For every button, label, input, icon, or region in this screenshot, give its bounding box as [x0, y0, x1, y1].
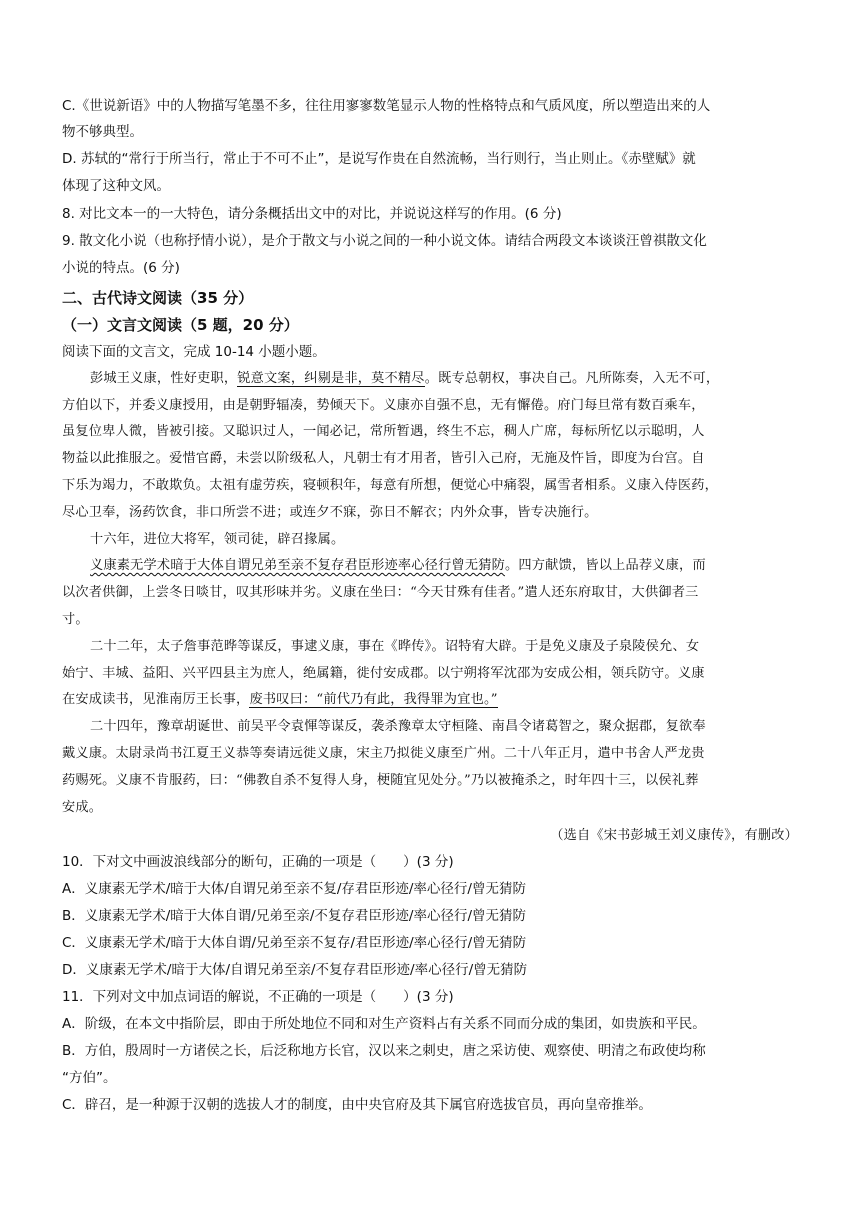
passage-p4-line3: [62, 690, 498, 710]
question-10-stem: 10．下对文中画波浪线部分的断句，正确的一项是（ ）(3 分): [62, 854, 454, 870]
question-11-stem: 11．下列对文中加点词语的解说，不正确的一项是（ ）(3 分): [62, 989, 454, 1005]
passage-text: 。既专总朝权，事决自己。凡所陈奏，入无不可，: [424, 371, 720, 386]
passage-text: 。四方献馈，皆以上品荐义康，而: [505, 558, 706, 573]
passage-p5-line4: 安成。: [62, 800, 103, 815]
passage-p5-line2: 戴义康。太尉录尚书江夏王义恭等奏请远徙义康，宋主乃拟徙义康至广州。二十八年正月，遣中书舍人严龙贵: [62, 746, 705, 761]
q7-option-d-line1: D. 苏轼的“常行于所当行，常止于不可不止”，是说写作贵在自然流畅，当行则行，当止则止。《赤壁赋》就: [62, 151, 696, 167]
passage-p3-line2: 以次者供御，上尝冬日啖甘，叹其形味并劣。义康在坐曰：“今天甘殊有佳者。”遣人还东府取甘，大供御者三: [62, 585, 699, 600]
passage-source: （选自《宋书彭城王刘义康传》，有删改）: [550, 828, 798, 843]
passage-p5-line3: 药赐死。义康不肯服药，曰：“佛教自杀不复得人身，梗随宜见处分。”乃以被掩杀之，时年四十三，以侯礼葬: [62, 773, 699, 788]
subsection-1-title: （一）文言文阅读（5 题，20 分）: [62, 316, 299, 334]
passage-p1-line3: 虽复位卑人微，皆被引接。又聪识过人，一闻必记，常所暂遇，终生不忘，稠人广席，每标所忆以示聪明，人: [62, 424, 705, 439]
passage-p5-line1: 二十四年，豫章胡诞世、前吴平令袁惲等谋反，袭杀豫章太守桓隆、南昌令诸葛智之，聚众据郡，复欲奉: [90, 719, 706, 734]
passage-p2: 十六年，进位大将军，领司徒，辟召掾属。: [90, 532, 345, 547]
question-9-line1: 9. 散文化小说（也称抒情小说），是介于散文与小说之间的一种小说文体。请结合两段文本谈谈汪曾祺散文化: [62, 233, 707, 249]
passage-p1-line6: 尽心卫奉，汤药饮食，非口所尝不进；或连夕不寐，弥日不解衣；内外众事，皆专决施行。: [62, 505, 598, 520]
question-11-option-a: A．阶级，在本文中指阶层，即由于所处地位不同和对生产资料占有关系不同而分成的集团，如贵族和平民。: [62, 1016, 706, 1032]
passage-text: 彭城王义康，性好吏职，: [90, 371, 238, 386]
q7-option-c-line2: 物不够典型。: [62, 124, 143, 140]
passage-p1-line5: 下乐为竭力，不敢欺负。太祖有虚劳疾，寝顿积年，每意有所想，便觉心中痛裂，属雪者相系。义康入侍医药，: [62, 478, 718, 493]
question-10-option-d: D．义康素无学术/暗于大体/自谓兄弟至亲/不复存君臣形迹/率心径行/曾无猜防: [62, 962, 528, 978]
passage-p3-line1: [62, 556, 706, 576]
passage-p4-line1: 二十二年，太子詹事范晔等谋反，事逮义康，事在《晔传》。诏特宥大辟。于是免义康及子泉陵侯允、女: [90, 639, 700, 654]
passage-p1-line2: 方伯以下，并委义康授用，由是朝野辐凑，势倾天下。义康亦自强不息，无有懈倦。府门每旦常有数百乘车，: [62, 398, 705, 413]
section-2-title: 二、古代诗文阅读（35 分）: [62, 289, 254, 307]
question-11-option-b-line1: B．方伯，殷周时一方诸侯之长，后泛称地方长官，汉以来之刺史，唐之采访使、观察使、明清之布政使均称: [62, 1043, 706, 1059]
q7-option-d-line2: 体现了这种文风。: [62, 178, 170, 194]
question-11-option-c: C．辟召，是一种源于汉朝的选拔人才的制度，由中央官府及其下属官府选拔官员，再向皇帝推举。: [62, 1097, 652, 1113]
underlined-sentence: 废书叹曰：“前代乃有此，我得罪为宜也。”: [249, 692, 498, 707]
question-10-option-b: B．义康素无学术/暗于大体自谓/兄弟至亲/不复存君臣形迹/率心径行/曾无猜防: [62, 908, 527, 924]
passage-p4-line2: 始宁、丰城、益阳、兴平四县主为庶人，绝属籍，徙付安成郡。以宁朔将军沈邵为安成公相，领兵防守。义康: [62, 666, 705, 681]
q7-option-c-line1: C.《世说新语》中的人物描写笔墨不多，往往用寥寥数笔显示人物的性格特点和气质风度，所以塑造出来的人: [62, 98, 711, 114]
question-10-option-c: C．义康素无学术/暗于大体自谓/兄弟至亲不复存/君臣形迹/率心径行/曾无猜防: [62, 935, 527, 951]
passage-p1-line1: [62, 369, 719, 389]
question-8: 8. 对比文本一的一大特色，请分条概括出文中的对比，并说说这样写的作用。(6 分): [62, 206, 562, 222]
question-11-option-b-line2: “方伯”。: [62, 1070, 117, 1086]
wavy-underlined-sentence: 义康素无学术暗于大体自谓兄弟至亲不复存君臣形迹率心径行曾无猜防: [90, 558, 506, 573]
reading-instruction: 阅读下面的文言文，完成 10-14 小题小题。: [62, 344, 326, 360]
passage-p3-line3: 寸。: [62, 612, 89, 627]
underlined-phrase: 锐意文案，纠剔是非，莫不精尽: [237, 371, 425, 386]
passage-text: 在安成读书，见淮南厉王长事，: [62, 692, 250, 707]
question-10-option-a: A．义康素无学术/暗于大体/自谓兄弟至亲不复/存君臣形迹/率心径行/曾无猜防: [62, 881, 526, 897]
passage-p1-line4: 物益以此推服之。爱惜官爵，未尝以阶级私人，凡朝士有才用者，皆引入己府，无施及忤旨，即度为台宫。自: [62, 451, 705, 466]
question-9-line2: 小说的特点。(6 分): [62, 260, 180, 276]
